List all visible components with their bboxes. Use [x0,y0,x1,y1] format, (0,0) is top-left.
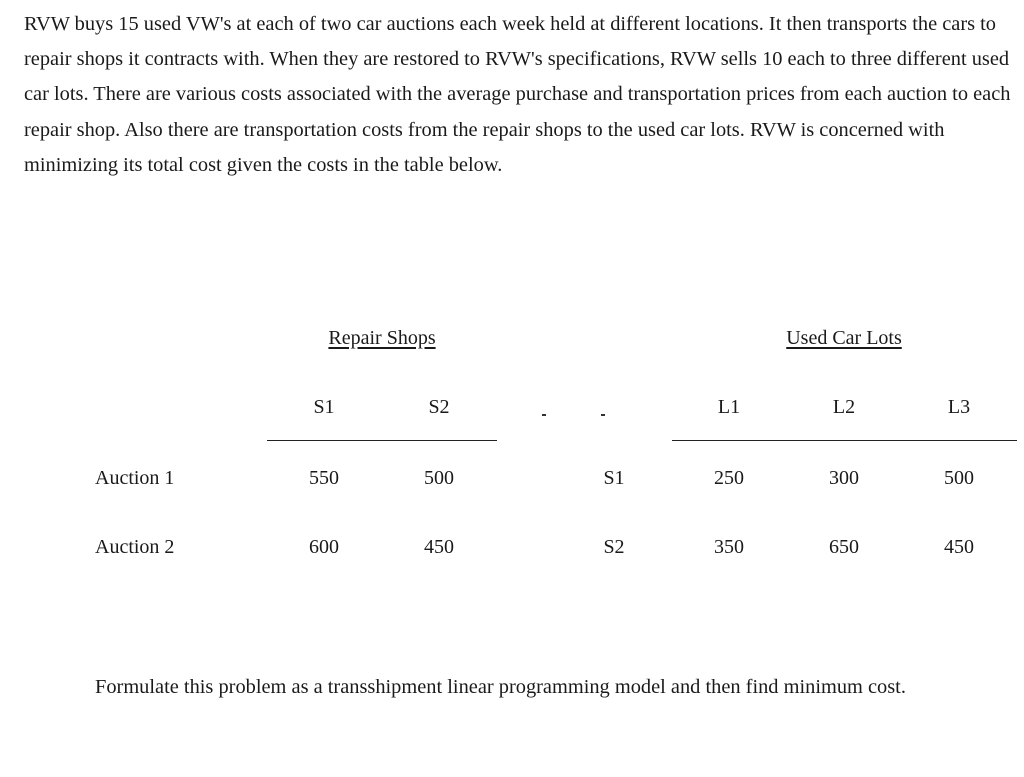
cost-auction1-s1: 550 [309,467,339,489]
used-car-lots-header-rule [672,440,1017,441]
cost-auction2-s1: 600 [309,536,339,558]
column-header-l2: L2 [832,396,856,418]
column-header-s1: S1 [313,396,335,418]
column-header-l3: L3 [947,396,971,418]
separator-dash [542,414,546,416]
row-label-s2: S2 [603,536,625,558]
row-label-auction-1: Auction 1 [95,467,175,489]
row-label-auction-2: Auction 2 [95,536,175,558]
cost-s1-l1: 250 [714,467,744,489]
cost-auction1-s2: 500 [424,467,454,489]
used-car-lots-header: Used Car Lots [786,327,902,349]
cost-s2-l3: 450 [944,536,974,558]
cost-s1-l3: 500 [944,467,974,489]
cost-s2-l1: 350 [714,536,744,558]
problem-description: RVW buys 15 used VW's at each of two car auctions each week held at different locations. It then transports the cars to repair shops it contracts with. When they are restored to RVW's specifications, RVW sells 10 each to three different used car lots. There are various costs associated with the average purchase and transportation prices from each auction to each repair shop. Also there are transportation costs from the repair shops to the used car lots. RVW is concerned with minimizing its total cost given the costs in the table below. [24,13,1011,176]
repair-shops-header: Repair Shops [328,327,436,349]
cost-auction2-s2: 450 [424,536,454,558]
separator-dash [601,414,605,416]
column-header-l1: L1 [717,396,741,418]
question-text: Formulate this problem as a transshipment linear programming model and then find minimum cost. [95,676,906,698]
cost-s2-l2: 650 [829,536,859,558]
row-label-s1: S1 [603,467,625,489]
cost-s1-l2: 300 [829,467,859,489]
column-header-s2: S2 [428,396,450,418]
repair-shops-header-rule [267,440,497,441]
